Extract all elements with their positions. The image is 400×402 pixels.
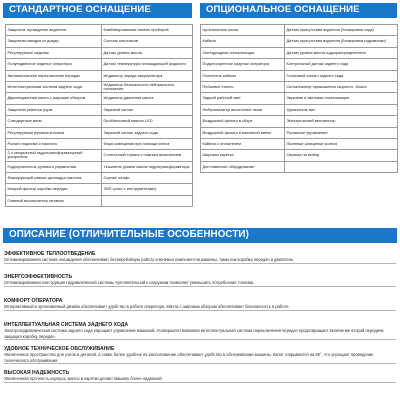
equipment-cell: Рычажное управление [285, 127, 398, 138]
equipment-cell: Голосовой сигнал заднего хода [285, 70, 398, 81]
equipment-row [6, 47, 193, 58]
feature-item [4, 298, 396, 311]
equipment-cell: Гидроусилитель рулевого управления [6, 161, 102, 172]
equipment-cell: Датчик присутствия водителя (блокировка хода) [285, 25, 398, 36]
feature-body: Оптимизированная система охлаждения обеспечивает бесперебойную работу ключевых компонентов машины, таких как коробка передач и двигатель. [4, 257, 295, 262]
equipment-cell: Главный выключатель питания [6, 195, 102, 206]
equipment-row [6, 25, 193, 36]
equipment-cell: Фара освещения при помощи ключа [102, 138, 193, 149]
equipment-row [201, 104, 398, 115]
equipment-cell: Стандартные вилы [6, 116, 102, 127]
feature-item [4, 322, 396, 340]
equipment-cell [102, 195, 193, 206]
feature-title: ЭФФЕКТИВНОЕ ТЕПЛООТВЕДЕНИЕ [4, 251, 96, 257]
equipment-cell: Индикатор заряда аккумулятора [102, 70, 193, 81]
equipment-cell: Контрольный датчик заднего хода [285, 59, 398, 70]
equipment-cell: Фиксирующий клапан цилиндра наклона [6, 173, 102, 184]
equipment-row [201, 138, 398, 149]
equipment-row [201, 116, 398, 127]
equipment-cell: Широкая каретка [201, 150, 285, 161]
feature-body: Электрогидравлическая система заднего хода упрощает управление машиной. Усовершенствованная интеллектуальная система переключения передач предотвращает включение второй передачи, защищая коробку передач. [4, 328, 385, 339]
equipment-cell: Регулируемая рулевая колонка [6, 127, 102, 138]
equipment-row [201, 70, 398, 81]
equipment-row [201, 150, 398, 161]
equipment-cell: Светодиодная сигнализация [201, 47, 285, 58]
feature-title: КОМФОРТ ОПЕРАТОРА [4, 298, 63, 304]
equipment-cell: Звуковой сигнал заднего хода [102, 127, 193, 138]
equipment-cell: ЗИП (ключ с инструментами) [102, 184, 193, 195]
equipment-cell: Стояночный тормоз с ножным включением [102, 150, 193, 161]
equipment-cell: Указатель уровня масла гидротрансформатора [102, 161, 193, 172]
equipment-cell: Задний рабочий свет [201, 93, 285, 104]
equipment-row [6, 184, 193, 195]
feature-title: ВЫСОКАЯ НАДЕЖНОСТЬ [4, 370, 70, 376]
equipment-cell: Удлинитель вил [285, 104, 398, 115]
equipment-row [201, 47, 398, 58]
equipment-row [6, 93, 193, 104]
feature-body: Увеличенная прочность корпуса, мачты и каретки делает машину более надежной. [4, 376, 163, 381]
equipment-cell: Доп.навесное оборудование [201, 161, 285, 172]
equipment-cell: Сигнализатор превышения скорости, 10км/ч [285, 81, 398, 92]
feature-title: УДОБНОЕ ТЕХНИЧЕСКОЕ ОБСЛУЖИВАНИЕ [4, 346, 115, 352]
equipment-cell: Побоевое стекло [201, 81, 285, 92]
equipment-cell: Датчик уровня масла [102, 47, 193, 58]
equipment-cell: Пылевые шлицевые колеса [285, 138, 398, 149]
equipment-cell: Датчик присутствия водителя (блокировка гидравлики) [285, 36, 398, 47]
feature-item [4, 251, 396, 264]
equipment-cell: Подрессоренное сиденье оператора [201, 59, 285, 70]
feature-body: Интерактивный и эргономичный дизайн обеспечивает удобство в работе оператора. Мачта с широким обзором обеспечивает безопасность в работе. [4, 304, 290, 309]
equipment-row [6, 138, 193, 149]
equipment-cell: Комбинированная панель приборов [102, 25, 193, 36]
standard-equipment-table [5, 24, 193, 207]
equipment-cell: Рычаги подъема и наклона [6, 138, 102, 149]
optional-equipment-header: ОПЦИОНАЛЬНОЕ ОСНАЩЕНИЕ [200, 3, 397, 18]
equipment-row [201, 81, 398, 92]
equipment-row [6, 173, 193, 184]
equipment-row [201, 161, 398, 172]
equipment-cell: Защитная накидка от дождя [6, 36, 102, 47]
equipment-row [201, 93, 398, 104]
equipment-cell: Кабина с отопителем [201, 138, 285, 149]
equipment-row [6, 116, 193, 127]
equipment-row [6, 104, 193, 115]
equipment-row [201, 59, 398, 70]
equipment-cell [285, 161, 398, 172]
equipment-cell: Датчик уровня масла гидрораспределителя [285, 47, 398, 58]
equipment-cell: Защитное ограждение водителя [6, 25, 102, 36]
equipment-row [201, 25, 398, 36]
description-header: ОПИСАНИЕ (ОТЛИЧИТЕЛЬНЫЕ ОСОБЕННОСТИ) [3, 228, 397, 243]
equipment-row [6, 59, 193, 70]
equipment-row [201, 36, 398, 47]
equipment-cell: Цельнолитые шины [201, 25, 285, 36]
equipment-cell: Индикатор давления масла [102, 93, 193, 104]
equipment-cell: Электрический вентилятор [285, 116, 398, 127]
equipment-cell: Воздушный фильтр в масляной ванне [201, 127, 285, 138]
optional-equipment-table [200, 24, 398, 173]
equipment-cell: Воздушный фильтр в сборе [201, 116, 285, 127]
equipment-cell: Автоматическое переключение передач [6, 70, 102, 81]
equipment-cell: Кабина [201, 36, 285, 47]
equipment-cell: Отопитель кабины [201, 70, 285, 81]
equipment-cell: Нейтрализатор выхлопных газов [201, 104, 285, 115]
equipment-row [6, 36, 193, 47]
feature-title: ИНТЕЛЛЕКТУАЛЬНАЯ СИСТЕМА ЗАДНЕГО ХОДА [4, 322, 129, 328]
equipment-cell: Защитная решетка груза [6, 104, 102, 115]
equipment-cell: Мокрый фильтр коробки передач [6, 184, 102, 195]
equipment-cell: Сцепка штифт [102, 173, 193, 184]
equipment-row [6, 127, 193, 138]
equipment-cell: Полуподвесное сиденье оператора [6, 59, 102, 70]
equipment-cell: Окраска на выбор [285, 150, 398, 161]
feature-body: Увеличенное пространство для узлов и деталей, а также более удобное их расположение обеспечивает удобство в обслуживании машины. Капот открывается на 80°, что упрощает проведение технического обслуживания. [4, 352, 374, 363]
feature-title: ЭНЕРГОЭФФЕКТИВНОСТЬ [4, 274, 73, 280]
equipment-row [201, 127, 398, 138]
equipment-row [6, 81, 193, 92]
equipment-cell: Регулируемое сиденье [6, 47, 102, 58]
equipment-cell: Индикатор безопасности нейтрального положения [102, 81, 193, 92]
equipment-row [6, 70, 193, 81]
equipment-cell: Двухсекционная мачта с широким обзором [6, 93, 102, 104]
equipment-cell: 2-х секционный гидротрансформаторный ускоритель [6, 150, 102, 161]
equipment-cell: Проблесковый маячок LED [102, 116, 193, 127]
feature-item [4, 370, 396, 383]
equipment-cell: Звуковой сигнал [102, 104, 193, 115]
equipment-cell: Звуковая и световая сигнализация [285, 93, 398, 104]
equipment-row [6, 195, 193, 206]
equipment-cell: Датчик температуры охлаждающей жидкости [102, 59, 193, 70]
equipment-row [6, 161, 193, 172]
equipment-cell: Счетчик моточасов [102, 36, 193, 47]
standard-equipment-header: СТАНДАРТНОЕ ОСНАЩЕНИЕ [3, 3, 192, 18]
equipment-cell: Интеллектуальная система заднего хода [6, 81, 102, 92]
equipment-row [6, 150, 193, 161]
feature-item [4, 274, 396, 287]
feature-body: Оптимизированная конструкция гидравлической системы чувствительной к нагрузкам позволяет уменьшить потребление топлива. [4, 280, 255, 285]
feature-item [4, 346, 396, 364]
